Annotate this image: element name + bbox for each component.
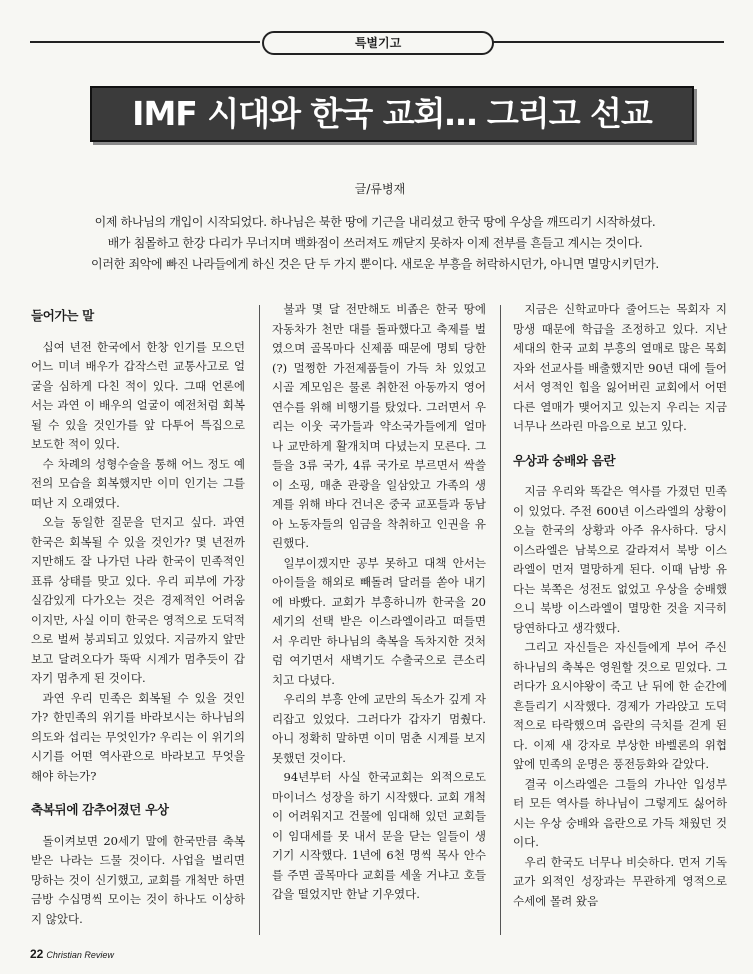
column-3 — [513, 300, 727, 940]
lead-line: 이제 하나님의 개입이 시작되었다. 하나님은 북한 땅에 기근을 내리셨고 한국 땅에 우상을 깨뜨리기 시작하셨다. — [94, 215, 656, 229]
column-2 — [272, 300, 486, 940]
header-rule-right — [492, 41, 724, 43]
paragraph: 그리고 자신들은 자신들에게 부어 주신 하나님의 축복은 영원할 것으로 믿었다. 그러다가 요시야왕이 죽고 난 뒤에 한 순간에 흔들리기 시작했다. 경제가 가라앉고 도덕적으로 타락했으며 음란의 극치를 걷게 된다. 이제 새 강자로 부상한 바벨론의 위협 앞에 민족의 운명은 풍전등화와 같았다. — [513, 640, 727, 771]
column-1 — [31, 300, 245, 940]
column-divider — [500, 305, 501, 935]
header-rule-left — [30, 41, 260, 43]
section-label: 특별기고 — [262, 31, 494, 55]
column-divider — [259, 305, 260, 935]
lead-line: 배가 침몰하고 한강 다리가 무너지며 백화점이 쓰러져도 깨닫지 못하자 이제 전부를 흔들고 계시는 것이다. — [107, 236, 643, 250]
paragraph: 과연 우리 민족은 회복될 수 있을 것인가? 한민족의 위기를 바라보시는 하나님의 의도와 섭리는 무엇인가? 우리는 이 위기의 시기를 어떤 역사관으로 바라보고 무엇을 해야 하는가? — [31, 690, 245, 783]
article-title: IMF 시대와 한국 교회… 그리고 선교 — [132, 94, 652, 133]
paragraph: 94년부터 사실 한국교회는 외적으로도 마이너스 성장을 하기 시작했다. 교회 개척이 어려워지고 건물에 임대해 있던 교회들이 임대세를 못 내서 문을 닫는 일들이 생기기 시작했다. 1년에 6천 명씩 목사 안수를 주면 골목마다 교회를 세울 거냐고 호들갑을 떨었지만 한낱 기우였다. — [272, 770, 486, 901]
lead-paragraph — [70, 212, 680, 275]
section-heading: 우상과 숭배와 음란 — [513, 452, 616, 468]
paragraph: 오늘 동일한 질문을 던지고 싶다. 과연 한국은 회복될 수 있을 것인가? 몇 년전까지만해도 잘 나가던 나라 한국이 민족적인 표류 상태를 맞고 있다. 우리 피부에 가장 실감있게 다가오는 것은 경제적인 어려움이지만, 사실 이미 한국은 영적으로 도덕적으로 벌써 붕괴되고 있었다. 지금까지 앞만 보고 달려오다가 뚝딱 시계가 멈추듯이 갑자기 멈추게 된 것이다. — [31, 515, 245, 685]
paragraph: 결국 이스라엘은 그들의 가나안 입성부터 모든 역사를 하나님이 그렇게도 싫어하시는 우상 숭배와 음란으로 가득 채웠던 것이다. — [513, 776, 727, 849]
page-number: 22 — [30, 947, 44, 961]
paragraph: 우리 한국도 너무나 비슷하다. 먼저 기독교가 외적인 성장과는 무관하게 영적으로 수세에 몰려 왔음 — [513, 854, 727, 908]
paragraph: 지금은 신학교마다 줄어드는 목회자 지망생 때문에 학급을 조정하고 있다. 지난 세대의 한국 교회 부흥의 열매로 많은 목회자와 선교사를 배출했지만 90년 대에 들어서서 영적인 힘을 잃어버린 교회에서 어떤 다른 열매가 맺어지고 있는지 우리는 지금 너무나 쓰라린 마음으로 보고 있다. — [513, 302, 727, 433]
lead-line: 이러한 죄악에 빠진 나라들에게 하신 것은 단 두 가지 뿐이다. 새로운 부흥을 허락하시던가, 아니면 멸망시키던가. — [91, 257, 659, 271]
title-banner — [90, 86, 694, 142]
paragraph: 일부이겠지만 공부 못하고 대책 안서는 아이들을 해외로 빼돌려 달러를 쏟아 내기에 바빴다. 교회가 부흥하니까 한국을 20세기의 선택 받은 이스라엘이라고 떠들면서 우리만 하나님의 축복을 독차지한 것처럼 여기면서 새벽기도 수출국으로 큰소리치고 다녔다. — [272, 555, 486, 687]
author-byline: 글/류병재 — [354, 182, 406, 196]
paragraph: 불과 몇 달 전만해도 비좁은 한국 땅에 자동차가 천만 대를 돌파했다고 축제를 벌였으며 골목마다 신제품 때문에 명퇴 당한(?) 멀쩡한 가전제품들이 가득 차 있었고 시골 계모임은 물론 취한전 아동까지 영어 연수를 위해 비행기를 탔었다. 그러면서 우리는 이웃 국가들과 약소국가들에게 얼마나 교만하게 활개치며 다녔는지 모른다. 그들을 3류 국가, 4류 국가로 부르면서 싹쓸이 소핑, 매춘 관광을 일삼았고 가족의 생계를 위해 바다 건너온 중국 교포들과 동남아 노동자들의 임금을 착취하고 인권을 유린했다. — [272, 302, 486, 550]
page-footer — [30, 947, 114, 961]
section-heading: 들어가는 말 — [31, 308, 94, 323]
section-heading: 축복뒤에 감추어졌던 우상 — [31, 802, 169, 817]
magazine-name: Christian Review — [46, 950, 114, 960]
paragraph: 지금 우리와 똑같은 역사를 가졌던 민족이 있었다. 주전 600년 이스라엘의 상황이 오늘 한국의 상황과 아주 유사하다. 당시 이스라엘은 남북으로 갈라져서 북방 이스라엘이 먼저 멸망하게 된다. 이때 남방 유다는 북쪽은 성전도 없었고 우상을 숭배했으니 북방 이스라엘이 멸망한 것을 지극히 당연하다고 생각했다. — [513, 484, 727, 635]
paragraph: 우리의 부흥 안에 교만의 독소가 깊게 자리잡고 있었다. 그러다가 갑자기 멈췄다. 아니 정확히 말하면 이미 멈춘 시계를 보지 못했던 것이다. — [272, 692, 486, 765]
paragraph: 십여 년전 한국에서 한창 인기를 모으던 어느 미녀 배우가 갑작스런 교통사고로 얼굴을 심하게 다친 적이 있다. 그때 언론에서는 과연 이 배우의 얼굴이 예전처럼 회복될 수 있을 것인가를 앞 다투어 특집으로 보도한 적이 있다. — [31, 339, 245, 451]
paragraph: 돌이켜보면 20세기 말에 한국만큼 축복 받은 나라는 드물 것이다. 사업을 벌리면 망하는 것이 신기했고, 교회를 개척만 하면 금방 수십명씩 모이는 것이 하나도 이상하지 않았다. — [31, 833, 245, 926]
paragraph: 수 차례의 성형수술을 통해 어느 정도 예전의 모습을 회복했지만 이미 인기는 그를 떠난 지 오래였다. — [31, 456, 245, 510]
